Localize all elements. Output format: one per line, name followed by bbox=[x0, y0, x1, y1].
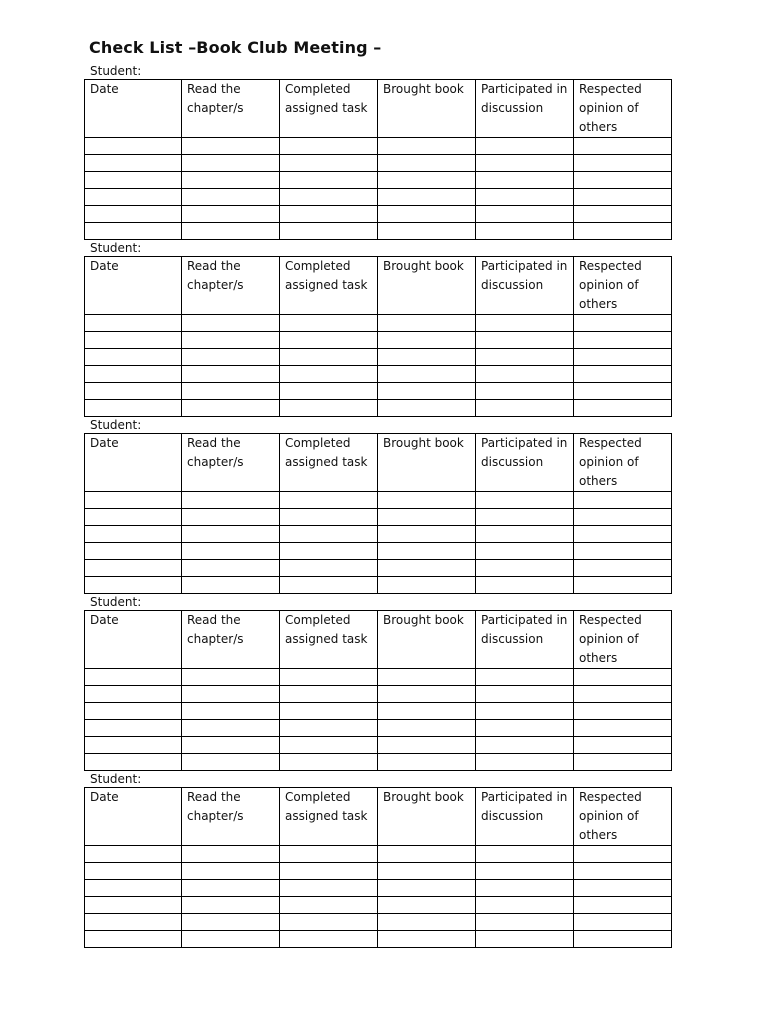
checklist-cell[interactable] bbox=[378, 509, 476, 526]
checklist-cell[interactable] bbox=[182, 560, 280, 577]
checklist-cell[interactable] bbox=[476, 880, 574, 897]
checklist-cell[interactable] bbox=[378, 686, 476, 703]
checklist-cell[interactable] bbox=[85, 155, 182, 172]
table-row bbox=[85, 315, 672, 332]
header-row bbox=[85, 434, 672, 492]
table-row bbox=[85, 366, 672, 383]
checklist-cell[interactable] bbox=[85, 931, 182, 948]
checklist-cell[interactable] bbox=[85, 138, 182, 155]
checklist-cell[interactable] bbox=[476, 138, 574, 155]
checklist-cell[interactable] bbox=[378, 349, 476, 366]
checklist-cell[interactable] bbox=[182, 526, 280, 543]
checklist-cell[interactable] bbox=[280, 400, 378, 417]
checklist-cell[interactable] bbox=[280, 737, 378, 754]
checklist-cell[interactable] bbox=[476, 315, 574, 332]
table-row bbox=[85, 737, 672, 754]
checklist-cell[interactable] bbox=[280, 189, 378, 206]
checklist-cell[interactable] bbox=[574, 914, 672, 931]
checklist-cell[interactable] bbox=[574, 526, 672, 543]
table-row bbox=[85, 189, 672, 206]
checklist-cell[interactable] bbox=[574, 155, 672, 172]
checklist-cell[interactable] bbox=[476, 509, 574, 526]
column-header: Participated in discussion bbox=[476, 434, 574, 492]
student-label: Student: bbox=[90, 241, 142, 255]
checklist-cell[interactable] bbox=[182, 931, 280, 948]
column-header: Date bbox=[85, 80, 182, 138]
checklist-cell[interactable] bbox=[280, 223, 378, 240]
table-row bbox=[85, 897, 672, 914]
checklist-cell[interactable] bbox=[574, 737, 672, 754]
checklist-cell[interactable] bbox=[574, 138, 672, 155]
checklist-cell[interactable] bbox=[574, 703, 672, 720]
header-row bbox=[85, 788, 672, 846]
column-header: Read the chapter/s bbox=[182, 257, 280, 315]
checklist-cell[interactable] bbox=[378, 754, 476, 771]
checklist-cell[interactable] bbox=[574, 686, 672, 703]
checklist-cell[interactable] bbox=[280, 720, 378, 737]
table-row bbox=[85, 509, 672, 526]
checklist-cell[interactable] bbox=[378, 897, 476, 914]
checklist-cell[interactable] bbox=[182, 492, 280, 509]
column-header: Read the chapter/s bbox=[182, 80, 280, 138]
column-header: Brought book bbox=[378, 434, 476, 492]
column-header: Participated in discussion bbox=[476, 788, 574, 846]
checklist-cell[interactable] bbox=[476, 560, 574, 577]
checklist-cell[interactable] bbox=[280, 669, 378, 686]
table-row bbox=[85, 880, 672, 897]
checklist-cell[interactable] bbox=[85, 720, 182, 737]
checklist-cell[interactable] bbox=[378, 315, 476, 332]
checklist-cell[interactable] bbox=[182, 880, 280, 897]
checklist-cell[interactable] bbox=[280, 509, 378, 526]
checklist-cell[interactable] bbox=[574, 931, 672, 948]
checklist-cell[interactable] bbox=[574, 206, 672, 223]
checklist-cell[interactable] bbox=[280, 846, 378, 863]
checklist-cell[interactable] bbox=[85, 189, 182, 206]
table-row bbox=[85, 914, 672, 931]
table-row bbox=[85, 206, 672, 223]
checklist-cell[interactable] bbox=[182, 349, 280, 366]
checklist-table bbox=[84, 787, 672, 948]
checklist-cell[interactable] bbox=[85, 754, 182, 771]
checklist-table bbox=[84, 610, 672, 771]
column-header: Respected opinion of others bbox=[574, 434, 672, 492]
table-row bbox=[85, 223, 672, 240]
checklist-cell[interactable] bbox=[85, 526, 182, 543]
checklist-cell[interactable] bbox=[574, 720, 672, 737]
table-row bbox=[85, 543, 672, 560]
column-header: Read the chapter/s bbox=[182, 434, 280, 492]
checklist-cell[interactable] bbox=[182, 223, 280, 240]
checklist-cell[interactable] bbox=[476, 846, 574, 863]
checklist-cell[interactable] bbox=[574, 560, 672, 577]
checklist-cell[interactable] bbox=[476, 172, 574, 189]
checklist-cell[interactable] bbox=[378, 931, 476, 948]
checklist-cell[interactable] bbox=[574, 577, 672, 594]
column-header: Participated in discussion bbox=[476, 80, 574, 138]
checklist-cell[interactable] bbox=[378, 669, 476, 686]
table-row bbox=[85, 703, 672, 720]
checklist-cell[interactable] bbox=[85, 846, 182, 863]
column-header: Brought book bbox=[378, 788, 476, 846]
checklist-cell[interactable] bbox=[378, 880, 476, 897]
header-row bbox=[85, 80, 672, 138]
table-row bbox=[85, 349, 672, 366]
checklist-cell[interactable] bbox=[182, 332, 280, 349]
column-header: Date bbox=[85, 788, 182, 846]
table-row bbox=[85, 332, 672, 349]
checklist-cell[interactable] bbox=[85, 737, 182, 754]
checklist-cell[interactable] bbox=[280, 863, 378, 880]
checklist-cell[interactable] bbox=[280, 366, 378, 383]
checklist-cell[interactable] bbox=[476, 931, 574, 948]
checklist-cell[interactable] bbox=[574, 492, 672, 509]
checklist-cell[interactable] bbox=[280, 543, 378, 560]
checklist-cell[interactable] bbox=[476, 669, 574, 686]
checklist-cell[interactable] bbox=[574, 754, 672, 771]
checklist-cell[interactable] bbox=[85, 206, 182, 223]
checklist-cell[interactable] bbox=[378, 138, 476, 155]
checklist-cell[interactable] bbox=[378, 703, 476, 720]
checklist-cell[interactable] bbox=[378, 155, 476, 172]
page-title: Check List –Book Club Meeting – bbox=[89, 38, 382, 57]
checklist-cell[interactable] bbox=[85, 223, 182, 240]
checklist-cell[interactable] bbox=[182, 720, 280, 737]
checklist-cell[interactable] bbox=[476, 332, 574, 349]
table-row bbox=[85, 686, 672, 703]
checklist-cell[interactable] bbox=[378, 206, 476, 223]
checklist-cell[interactable] bbox=[182, 703, 280, 720]
table-row bbox=[85, 172, 672, 189]
checklist-cell[interactable] bbox=[476, 897, 574, 914]
checklist-cell[interactable] bbox=[85, 509, 182, 526]
checklist-cell[interactable] bbox=[182, 686, 280, 703]
table-row bbox=[85, 400, 672, 417]
checklist-cell[interactable] bbox=[476, 577, 574, 594]
checklist-cell[interactable] bbox=[280, 332, 378, 349]
checklist-cell[interactable] bbox=[378, 577, 476, 594]
checklist-cell[interactable] bbox=[378, 846, 476, 863]
checklist-cell[interactable] bbox=[182, 400, 280, 417]
checklist-cell[interactable] bbox=[476, 383, 574, 400]
student-label: Student: bbox=[90, 418, 142, 432]
checklist-cell[interactable] bbox=[378, 526, 476, 543]
column-header: Date bbox=[85, 611, 182, 669]
checklist-cell[interactable] bbox=[182, 897, 280, 914]
checklist-cell[interactable] bbox=[182, 754, 280, 771]
column-header: Participated in discussion bbox=[476, 257, 574, 315]
checklist-cell[interactable] bbox=[280, 577, 378, 594]
checklist-cell[interactable] bbox=[182, 155, 280, 172]
column-header: Participated in discussion bbox=[476, 611, 574, 669]
checklist-cell[interactable] bbox=[574, 332, 672, 349]
checklist-cell[interactable] bbox=[476, 737, 574, 754]
checklist-cell[interactable] bbox=[85, 383, 182, 400]
table-row bbox=[85, 754, 672, 771]
checklist-cell[interactable] bbox=[476, 189, 574, 206]
checklist-cell[interactable] bbox=[574, 897, 672, 914]
checklist-cell[interactable] bbox=[574, 366, 672, 383]
checklist-cell[interactable] bbox=[85, 686, 182, 703]
checklist-cell[interactable] bbox=[378, 189, 476, 206]
student-label: Student: bbox=[90, 64, 142, 78]
checklist-cell[interactable] bbox=[574, 383, 672, 400]
checklist-cell[interactable] bbox=[476, 492, 574, 509]
checklist-cell[interactable] bbox=[574, 846, 672, 863]
checklist-table bbox=[84, 256, 672, 417]
column-header: Respected opinion of others bbox=[574, 257, 672, 315]
checklist-cell[interactable] bbox=[476, 543, 574, 560]
checklist-cell[interactable] bbox=[476, 400, 574, 417]
checklist-cell[interactable] bbox=[378, 543, 476, 560]
table-row bbox=[85, 155, 672, 172]
checklist-cell[interactable] bbox=[574, 400, 672, 417]
checklist-cell[interactable] bbox=[476, 349, 574, 366]
checklist-cell[interactable] bbox=[476, 914, 574, 931]
checklist-cell[interactable] bbox=[85, 349, 182, 366]
checklist-cell[interactable] bbox=[574, 349, 672, 366]
checklist-cell[interactable] bbox=[182, 846, 280, 863]
column-header: Read the chapter/s bbox=[182, 788, 280, 846]
checklist-cell[interactable] bbox=[378, 172, 476, 189]
checklist-cell[interactable] bbox=[182, 172, 280, 189]
table-row bbox=[85, 720, 672, 737]
checklist-cell[interactable] bbox=[85, 315, 182, 332]
table-row bbox=[85, 526, 672, 543]
checklist-table bbox=[84, 433, 672, 594]
table-row bbox=[85, 383, 672, 400]
column-header: Completed assigned task bbox=[280, 611, 378, 669]
header-row bbox=[85, 611, 672, 669]
checklist-cell[interactable] bbox=[476, 155, 574, 172]
column-header: Brought book bbox=[378, 257, 476, 315]
student-label: Student: bbox=[90, 772, 142, 786]
checklist-cell[interactable] bbox=[182, 669, 280, 686]
checklist-cell[interactable] bbox=[85, 543, 182, 560]
checklist-cell[interactable] bbox=[182, 914, 280, 931]
checklist-cell[interactable] bbox=[476, 526, 574, 543]
table-row bbox=[85, 931, 672, 948]
checklist-cell[interactable] bbox=[85, 863, 182, 880]
checklist-cell[interactable] bbox=[476, 703, 574, 720]
checklist-cell[interactable] bbox=[85, 172, 182, 189]
checklist-cell[interactable] bbox=[85, 366, 182, 383]
checklist-cell[interactable] bbox=[280, 526, 378, 543]
checklist-cell[interactable] bbox=[574, 189, 672, 206]
checklist-cell[interactable] bbox=[476, 720, 574, 737]
checklist-cell[interactable] bbox=[280, 931, 378, 948]
checklist-cell[interactable] bbox=[280, 315, 378, 332]
checklist-cell[interactable] bbox=[182, 863, 280, 880]
column-header: Respected opinion of others bbox=[574, 611, 672, 669]
checklist-cell[interactable] bbox=[182, 138, 280, 155]
checklist-cell[interactable] bbox=[85, 492, 182, 509]
checklist-cell[interactable] bbox=[378, 492, 476, 509]
column-header: Completed assigned task bbox=[280, 257, 378, 315]
checklist-cell[interactable] bbox=[378, 720, 476, 737]
checklist-cell[interactable] bbox=[182, 206, 280, 223]
checklist-cell[interactable] bbox=[280, 349, 378, 366]
column-header: Completed assigned task bbox=[280, 788, 378, 846]
checklist-cell[interactable] bbox=[182, 577, 280, 594]
checklist-cell[interactable] bbox=[182, 189, 280, 206]
checklist-cell[interactable] bbox=[574, 509, 672, 526]
checklist-cell[interactable] bbox=[280, 914, 378, 931]
checklist-cell[interactable] bbox=[280, 138, 378, 155]
checklist-cell[interactable] bbox=[182, 737, 280, 754]
checklist-cell[interactable] bbox=[378, 366, 476, 383]
column-header: Brought book bbox=[378, 80, 476, 138]
table-row bbox=[85, 138, 672, 155]
checklist-cell[interactable] bbox=[280, 206, 378, 223]
checklist-cell[interactable] bbox=[476, 206, 574, 223]
checklist-cell[interactable] bbox=[378, 737, 476, 754]
table-row bbox=[85, 560, 672, 577]
checklist-cell[interactable] bbox=[280, 383, 378, 400]
checklist-cell[interactable] bbox=[378, 914, 476, 931]
checklist-cell[interactable] bbox=[182, 543, 280, 560]
checklist-cell[interactable] bbox=[476, 754, 574, 771]
checklist-cell[interactable] bbox=[280, 686, 378, 703]
checklist-cell[interactable] bbox=[280, 880, 378, 897]
checklist-cell[interactable] bbox=[378, 400, 476, 417]
table-row bbox=[85, 577, 672, 594]
checklist-cell[interactable] bbox=[280, 492, 378, 509]
checklist-cell[interactable] bbox=[85, 669, 182, 686]
column-header: Date bbox=[85, 257, 182, 315]
column-header: Completed assigned task bbox=[280, 80, 378, 138]
checklist-cell[interactable] bbox=[378, 863, 476, 880]
table-row bbox=[85, 669, 672, 686]
checklist-cell[interactable] bbox=[85, 560, 182, 577]
checklist-cell[interactable] bbox=[280, 703, 378, 720]
table-row bbox=[85, 863, 672, 880]
checklist-cell[interactable] bbox=[476, 366, 574, 383]
checklist-cell[interactable] bbox=[378, 560, 476, 577]
checklist-cell[interactable] bbox=[574, 669, 672, 686]
checklist-cell[interactable] bbox=[378, 383, 476, 400]
checklist-cell[interactable] bbox=[280, 155, 378, 172]
checklist-cell[interactable] bbox=[280, 754, 378, 771]
checklist-cell[interactable] bbox=[280, 172, 378, 189]
checklist-cell[interactable] bbox=[182, 509, 280, 526]
checklist-table bbox=[84, 79, 672, 240]
checklist-cell[interactable] bbox=[85, 332, 182, 349]
checklist-cell[interactable] bbox=[574, 863, 672, 880]
checklist-cell[interactable] bbox=[182, 383, 280, 400]
checklist-cell[interactable] bbox=[378, 332, 476, 349]
checklist-cell[interactable] bbox=[476, 686, 574, 703]
column-header: Read the chapter/s bbox=[182, 611, 280, 669]
checklist-cell[interactable] bbox=[85, 880, 182, 897]
checklist-cell[interactable] bbox=[85, 914, 182, 931]
checklist-cell[interactable] bbox=[85, 577, 182, 594]
checklist-cell[interactable] bbox=[574, 172, 672, 189]
column-header: Respected opinion of others bbox=[574, 80, 672, 138]
checklist-cell[interactable] bbox=[182, 366, 280, 383]
checklist-cell[interactable] bbox=[574, 880, 672, 897]
checklist-cell[interactable] bbox=[476, 863, 574, 880]
student-label: Student: bbox=[90, 595, 142, 609]
table-row bbox=[85, 492, 672, 509]
column-header: Date bbox=[85, 434, 182, 492]
column-header: Brought book bbox=[378, 611, 476, 669]
checklist-cell[interactable] bbox=[280, 560, 378, 577]
checklist-cell[interactable] bbox=[378, 223, 476, 240]
column-header: Respected opinion of others bbox=[574, 788, 672, 846]
checklist-cell[interactable] bbox=[85, 897, 182, 914]
checklist-cell[interactable] bbox=[476, 223, 574, 240]
checklist-cell[interactable] bbox=[280, 897, 378, 914]
checklist-cell[interactable] bbox=[85, 400, 182, 417]
checklist-cell[interactable] bbox=[85, 703, 182, 720]
checklist-cell[interactable] bbox=[574, 543, 672, 560]
checklist-cell[interactable] bbox=[182, 315, 280, 332]
table-row bbox=[85, 846, 672, 863]
checklist-cell[interactable] bbox=[574, 223, 672, 240]
checklist-cell[interactable] bbox=[574, 315, 672, 332]
header-row bbox=[85, 257, 672, 315]
column-header: Completed assigned task bbox=[280, 434, 378, 492]
